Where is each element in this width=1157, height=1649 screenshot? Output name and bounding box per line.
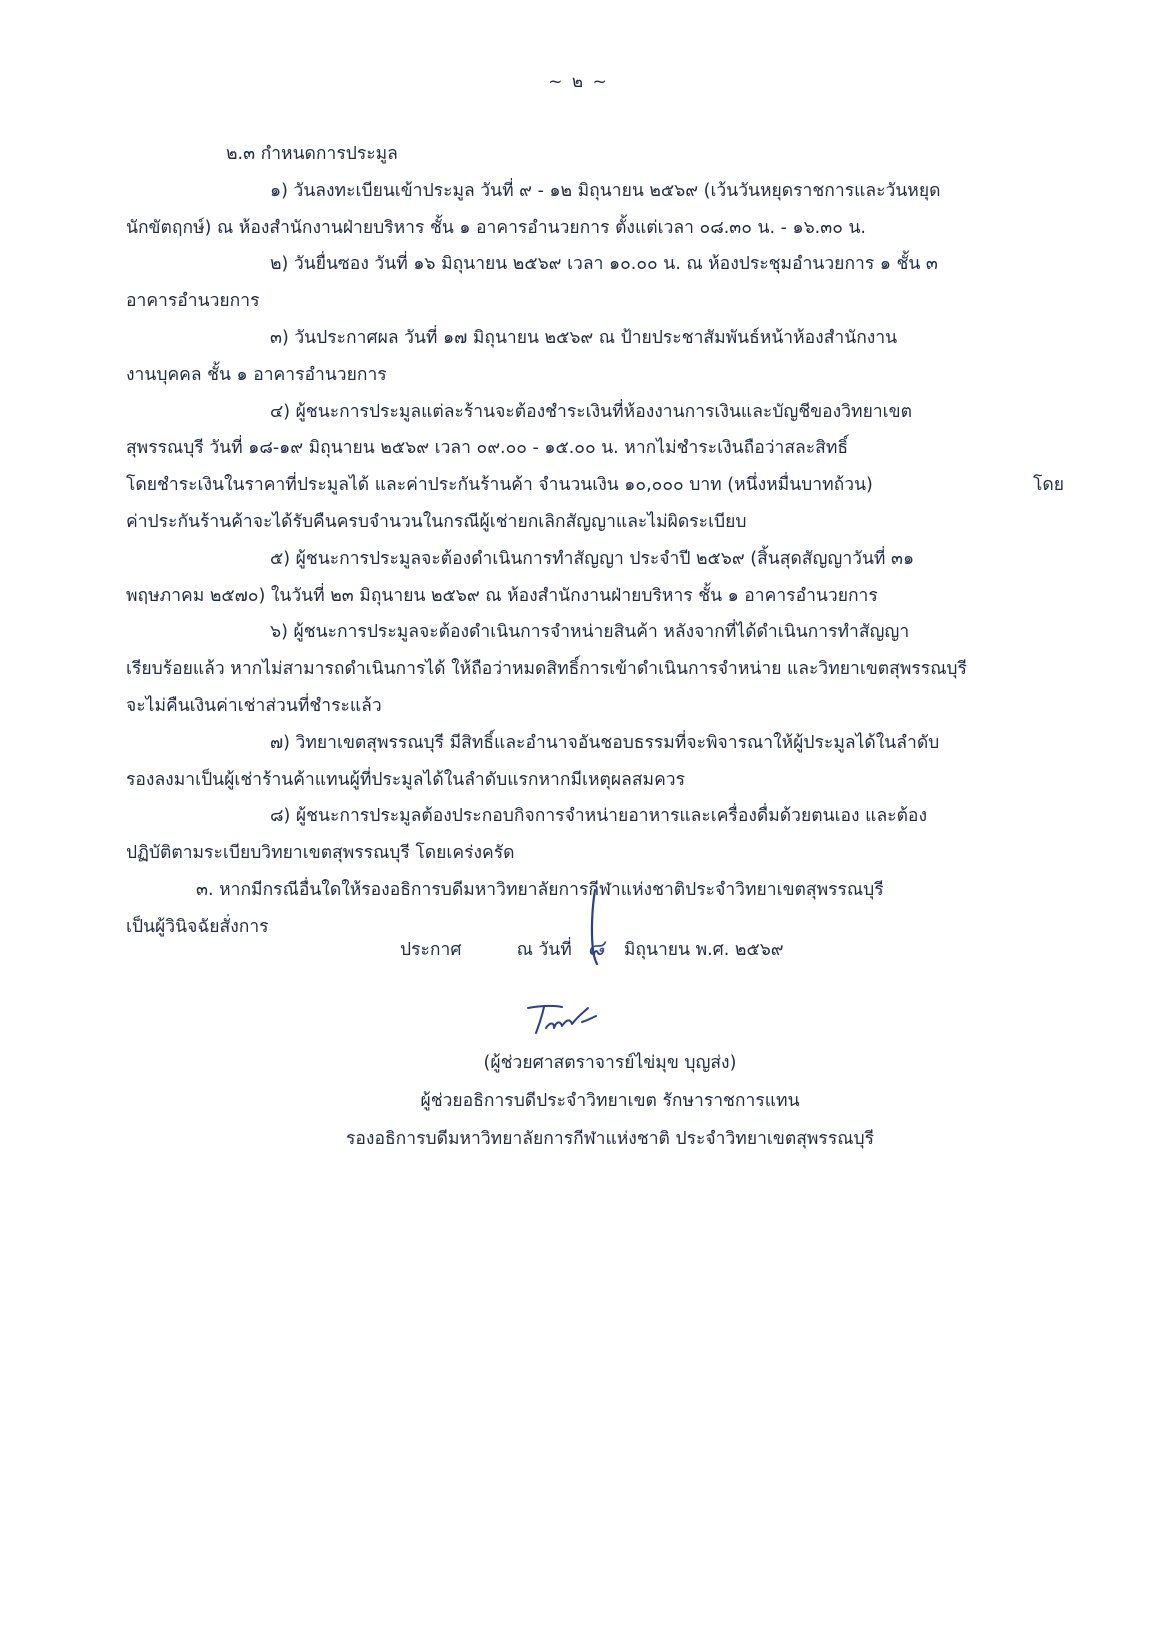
paragraph-line: เรียบร้อยแล้ว หากไม่สามารถดำเนินการได้ ให้ถือว่าหมดสิทธิ์การเข้าดำเนินการจำหน่าย และวิทยาเขตสุพรรณบุรี xyxy=(126,659,967,680)
paragraph-line: งานบุคคล ชั้น ๑ อาคารอำนวยการ xyxy=(126,364,387,385)
paragraph-line: ๕) ผู้ชนะการประมูลจะต้องดำเนินการทำสัญญา ประจำปี ๒๕๖๙ (สิ้นสุดสัญญาวันที่ ๓๑ xyxy=(270,548,915,569)
paragraph-line: ปฏิบัติตามระเบียบวิทยาเขตสุพรรณบุรี โดยเคร่งครัด xyxy=(126,843,515,864)
paragraph-line: ๒) วันยื่นซอง วันที่ ๑๖ มิถุนายน ๒๕๖๙ เวลา ๑๐.๐๐ น. ณ ห้องประชุมอำนวยการ ๑ ชั้น ๓ xyxy=(270,254,938,275)
section-heading: ๒.๓ กำหนดการประมูล xyxy=(226,144,398,164)
handwritten-day: ๘ xyxy=(587,936,605,961)
signatory-name: (ผู้ช่วยศาสตราจารย์ไข่มุข บุญส่ง) xyxy=(483,1053,737,1073)
paragraph-line: ๖) ผู้ชนะการประมูลจะต้องดำเนินการจำหน่ายสินค้า หลังจากที่ได้ดำเนินการทำสัญญา xyxy=(270,622,910,643)
paragraph-text: โดย xyxy=(1032,475,1064,496)
paragraph-line: ๑) วันลงทะเบียนเข้าประมูล วันที่ ๙ - ๑๒ มิถุนายน ๒๕๖๙ (เว้นวันหยุดราชการและวันหยุด xyxy=(270,180,941,201)
paragraph-line: อาคารอำนวยการ xyxy=(126,291,260,312)
paragraph-line: ๓) วันประกาศผล วันที่ ๑๗ มิถุนายน ๒๕๖๙ ณ ป้ายประชาสัมพันธ์หน้าห้องสำนักงาน xyxy=(270,327,898,348)
paragraph-line: ๔) ผู้ชนะการประมูลแต่ละร้านจะต้องชำระเงินที่ห้องงานการเงินและบัญชีของวิทยาเขต xyxy=(270,401,912,422)
page-number: ~ ๒ ~ xyxy=(548,72,609,92)
paragraph-line: ๘) ผู้ชนะการประมูลต้องประกอบกิจการจำหน่ายอาหารและเครื่องดื่มด้วยตนเอง และต้อง xyxy=(270,806,927,827)
announcement-prefix: ประกาศ xyxy=(400,940,462,960)
paragraph-line: นักขัตฤกษ์) ณ ห้องสำนักงานฝ่ายบริหาร ชั้น ๑ อาคารอำนวยการ ตั้งแต่เวลา ๐๘.๓๐ น. - ๑๖.๓๐ น. xyxy=(126,217,866,238)
paragraph-line: ๗) วิทยาเขตสุพรรณบุรี มีสิทธิ์และอำนาจอันชอบธรรมที่จะพิจารณาให้ผู้ประมูลได้ในลำดับ xyxy=(270,732,940,753)
paragraph-line: เป็นผู้วินิจฉัยสั่งการ xyxy=(126,916,269,937)
paragraph-line: ๓. หากมีกรณีอื่นใดให้รองอธิการบดีมหาวิทยาลัยการกีฬาแห่งชาติประจำวิทยาเขตสุพรรณบุรี xyxy=(196,879,884,900)
announcement-month-year: มิถุนายน พ.ศ. ๒๕๖๙ xyxy=(623,940,784,960)
paragraph-line: สุพรรณบุรี วันที่ ๑๘-๑๙ มิถุนายน ๒๕๖๙ เวลา ๐๙.๐๐ - ๑๕.๐๐ น. หากไม่ชำระเงินถือว่าสละสิทธิ์ xyxy=(126,438,849,459)
signatory-position: ผู้ช่วยอธิการบดีประจำวิทยาเขต รักษาราชการแทน xyxy=(420,1091,800,1111)
paragraph-line: จะไม่คืนเงินค่าเช่าส่วนที่ชำระแล้ว xyxy=(126,695,382,716)
paragraph-line: ค่าประกันร้านค้าจะได้รับคืนครบจำนวนในกรณีผู้เช่ายกเลิกสัญญาและไม่ผิดระเบียบ xyxy=(126,511,747,532)
document-body xyxy=(126,136,1064,946)
paragraph-text: โดยชำระเงินในราคาที่ประมูลได้ และค่าประกันร้านค้า จำนวนเงิน ๑๐,๐๐๐ บาท (หนึ่งหมื่นบาทถ้วน) xyxy=(126,475,873,496)
paragraph-line: พฤษภาคม ๒๕๗๐) ในวันที่ ๒๓ มิถุนายน ๒๕๖๙ ณ ห้องสำนักงานฝ่ายบริหาร ชั้น ๑ อาคารอำนวยการ xyxy=(126,585,878,606)
paragraph-line: รองลงมาเป็นผู้เช่าร้านค้าแทนผู้ที่ประมูลได้ในลำดับแรกหากมีเหตุผลสมควร xyxy=(126,769,686,790)
announcement-at-date: ณ วันที่ xyxy=(516,940,572,960)
signature-mark xyxy=(522,1000,612,1040)
paragraph-line xyxy=(126,467,1064,504)
signatory-position: รองอธิการบดีมหาวิทยาลัยการกีฬาแห่งชาติ ประจำวิทยาเขตสุพรรณบุรี xyxy=(346,1129,874,1149)
announcement-date xyxy=(400,930,784,965)
